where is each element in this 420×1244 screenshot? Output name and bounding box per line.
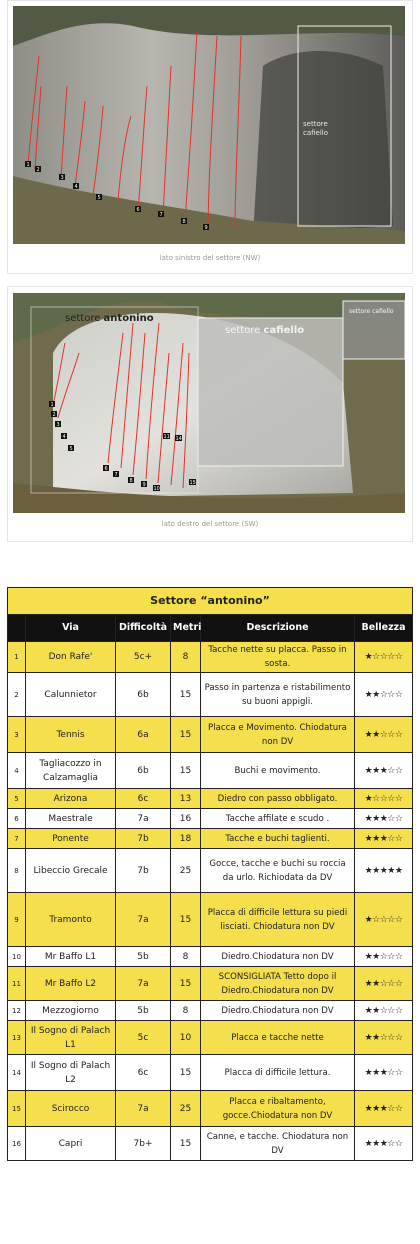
table-row <box>8 947 413 967</box>
route-rating: ★★☆☆☆ <box>355 717 413 753</box>
route-name: Tagliacozzo in Calzamaglia <box>26 753 116 789</box>
route-description: Tacche affilate e scudo . <box>201 809 355 829</box>
svg-text:14: 14 <box>175 436 182 442</box>
route-grade: 5c+ <box>116 642 171 673</box>
header-descrizione: Descrizione <box>201 615 355 642</box>
route-grade: 6c <box>116 789 171 809</box>
table-row <box>8 829 413 849</box>
route-grade: 7b <box>116 849 171 893</box>
route-number: 9 <box>8 893 26 947</box>
route-rating: ★★★☆☆ <box>355 829 413 849</box>
route-description: Placca e Movimento. Chiodatura non DV <box>201 717 355 753</box>
route-name: Mezzogiorno <box>26 1001 116 1021</box>
svg-text:9: 9 <box>142 482 146 488</box>
table-row <box>8 967 413 1001</box>
route-description: Tacche e buchi taglienti. <box>201 829 355 849</box>
table-row <box>8 1001 413 1021</box>
route-rating: ★★☆☆☆ <box>355 1001 413 1021</box>
table-header-row <box>8 615 413 642</box>
route-description: Diedro con passo obbligato. <box>201 789 355 809</box>
route-grade: 5b <box>116 1001 171 1021</box>
route-rating: ★☆☆☆☆ <box>355 789 413 809</box>
svg-text:5: 5 <box>97 195 101 201</box>
route-name: Scirocco <box>26 1091 116 1127</box>
route-name: Arizona <box>26 789 116 809</box>
svg-text:settore: settore <box>303 120 328 128</box>
route-length: 15 <box>171 673 201 717</box>
route-number: 12 <box>8 1001 26 1021</box>
route-grade: 6a <box>116 717 171 753</box>
route-length: 18 <box>171 829 201 849</box>
route-name: Il Sogno di Palach L2 <box>26 1055 116 1091</box>
route-length: 13 <box>171 789 201 809</box>
route-number: 5 <box>8 789 26 809</box>
route-name: Tennis <box>26 717 116 753</box>
table-row <box>8 717 413 753</box>
svg-text:1: 1 <box>50 402 54 408</box>
svg-text:2: 2 <box>36 167 40 173</box>
svg-text:settore cafiello: settore cafiello <box>349 308 394 315</box>
route-rating: ★☆☆☆☆ <box>355 893 413 947</box>
route-length: 15 <box>171 753 201 789</box>
table-row <box>8 789 413 809</box>
route-name: Ponente <box>26 829 116 849</box>
route-length: 15 <box>171 1055 201 1091</box>
route-length: 15 <box>171 1127 201 1161</box>
route-rating: ★★★☆☆ <box>355 809 413 829</box>
route-description: Buchi e movimento. <box>201 753 355 789</box>
route-length: 15 <box>171 893 201 947</box>
header-number <box>8 615 26 642</box>
svg-text:7: 7 <box>114 472 118 478</box>
route-name: Calunnietor <box>26 673 116 717</box>
table-title: Settore “antonino” <box>8 588 413 615</box>
crag-photo-sw[interactable] <box>13 293 405 513</box>
route-name: Tramonto <box>26 893 116 947</box>
route-number: 10 <box>8 947 26 967</box>
route-name: Don Rafe' <box>26 642 116 673</box>
route-number: 7 <box>8 829 26 849</box>
route-description: Placca di difficile lettura su piedi lisciati. Chiodatura non DV <box>201 893 355 947</box>
svg-text:15: 15 <box>189 480 196 486</box>
route-grade: 7a <box>116 893 171 947</box>
route-rating: ★★★☆☆ <box>355 1091 413 1127</box>
header-difficolta: Difficoltà <box>116 615 171 642</box>
route-number: 1 <box>8 642 26 673</box>
route-rating: ★★☆☆☆ <box>355 947 413 967</box>
route-number: 13 <box>8 1021 26 1055</box>
routes-table <box>7 587 413 1161</box>
route-number: 4 <box>8 753 26 789</box>
route-description: Placca e ribaltamento, gocce.Chiodatura non DV <box>201 1091 355 1127</box>
route-rating: ★★☆☆☆ <box>355 967 413 1001</box>
route-grade: 7b <box>116 829 171 849</box>
route-number: 15 <box>8 1091 26 1127</box>
topo-figure-nw <box>7 0 413 274</box>
route-grade: 6b <box>116 753 171 789</box>
svg-text:cafiello: cafiello <box>303 129 329 137</box>
route-rating: ★★★☆☆ <box>355 1127 413 1161</box>
route-number: 11 <box>8 967 26 1001</box>
crag-photo-nw[interactable] <box>13 6 405 244</box>
svg-text:9: 9 <box>204 225 208 231</box>
route-number: 8 <box>8 849 26 893</box>
route-length: 8 <box>171 642 201 673</box>
table-row <box>8 893 413 947</box>
route-length: 25 <box>171 1091 201 1127</box>
svg-text:6: 6 <box>104 466 108 472</box>
route-rating: ★★★★★ <box>355 849 413 893</box>
topo-figure-sw <box>7 286 413 542</box>
svg-text:settore cafiello: settore cafiello <box>225 325 305 336</box>
route-grade: 7a <box>116 809 171 829</box>
table-row <box>8 1021 413 1055</box>
route-number: 14 <box>8 1055 26 1091</box>
route-description: Placca di difficile lettura. <box>201 1055 355 1091</box>
route-length: 16 <box>171 809 201 829</box>
route-length: 8 <box>171 1001 201 1021</box>
route-name: Mr Baffo L2 <box>26 967 116 1001</box>
route-length: 15 <box>171 967 201 1001</box>
route-description: Canne, e tacche. Chiodatura non DV <box>201 1127 355 1161</box>
svg-text:4: 4 <box>74 184 78 190</box>
route-rating: ★★★☆☆ <box>355 753 413 789</box>
route-length: 25 <box>171 849 201 893</box>
table-row <box>8 1127 413 1161</box>
crag-photo-nw-svg <box>13 6 405 244</box>
table-row <box>8 753 413 789</box>
figure-caption: lato destro del settore (SW) <box>161 520 259 528</box>
route-name: Maestrale <box>26 809 116 829</box>
route-rating: ★★☆☆☆ <box>355 673 413 717</box>
route-length: 10 <box>171 1021 201 1055</box>
route-grade: 6b <box>116 673 171 717</box>
svg-text:7: 7 <box>159 212 163 218</box>
svg-text:2: 2 <box>52 412 56 418</box>
header-via: Via <box>26 615 116 642</box>
route-rating: ★★★☆☆ <box>355 1055 413 1091</box>
route-rating: ★☆☆☆☆ <box>355 642 413 673</box>
route-name: Libeccio Grecale <box>26 849 116 893</box>
svg-text:3: 3 <box>60 175 64 181</box>
route-grade: 7a <box>116 1091 171 1127</box>
route-description: Diedro.Chiodatura non DV <box>201 947 355 967</box>
table-title-row <box>8 588 413 615</box>
route-grade: 6c <box>116 1055 171 1091</box>
route-number: 6 <box>8 809 26 829</box>
svg-text:8: 8 <box>129 478 133 484</box>
svg-text:10: 10 <box>153 486 160 492</box>
route-length: 8 <box>171 947 201 967</box>
route-number: 2 <box>8 673 26 717</box>
route-number: 16 <box>8 1127 26 1161</box>
route-description: Diedro.Chiodatura non DV <box>201 1001 355 1021</box>
header-metri: Metri <box>171 615 201 642</box>
svg-text:8: 8 <box>182 219 186 225</box>
table-row <box>8 673 413 717</box>
header-bellezza: Bellezza <box>355 615 413 642</box>
route-grade: 7a <box>116 967 171 1001</box>
route-length: 15 <box>171 717 201 753</box>
route-number: 3 <box>8 717 26 753</box>
route-name: Il Sogno di Palach L1 <box>26 1021 116 1055</box>
route-description: Tacche nette su placca. Passo in sosta. <box>201 642 355 673</box>
svg-text:settore antonino: settore antonino <box>65 313 154 324</box>
route-description: Passo in partenza e ristabilimento su buoni appigli. <box>201 673 355 717</box>
table-row <box>8 849 413 893</box>
svg-text:11: 11 <box>163 434 170 440</box>
table-row <box>8 1055 413 1091</box>
route-grade: 5c <box>116 1021 171 1055</box>
route-description: Placca e tacche nette <box>201 1021 355 1055</box>
route-rating: ★★☆☆☆ <box>355 1021 413 1055</box>
route-grade: 5b <box>116 947 171 967</box>
route-name: Mr Baffo L1 <box>26 947 116 967</box>
route-description: SCONSIGLIATA Tetto dopo il Diedro.Chiodatura non DV <box>201 967 355 1001</box>
crag-photo-sw-svg <box>13 293 405 513</box>
svg-text:5: 5 <box>69 446 73 452</box>
svg-text:6: 6 <box>136 207 140 213</box>
table-row <box>8 809 413 829</box>
svg-text:4: 4 <box>62 434 66 440</box>
route-description: Gocce, tacche e buchi su roccia da urlo. Richiodata da DV <box>201 849 355 893</box>
svg-text:1: 1 <box>26 162 30 168</box>
figure-caption: lato sinistro del settore (NW) <box>159 254 261 262</box>
table-row <box>8 642 413 673</box>
table-row <box>8 1091 413 1127</box>
route-grade: 7b+ <box>116 1127 171 1161</box>
svg-text:3: 3 <box>56 422 60 428</box>
route-name: Capri <box>26 1127 116 1161</box>
